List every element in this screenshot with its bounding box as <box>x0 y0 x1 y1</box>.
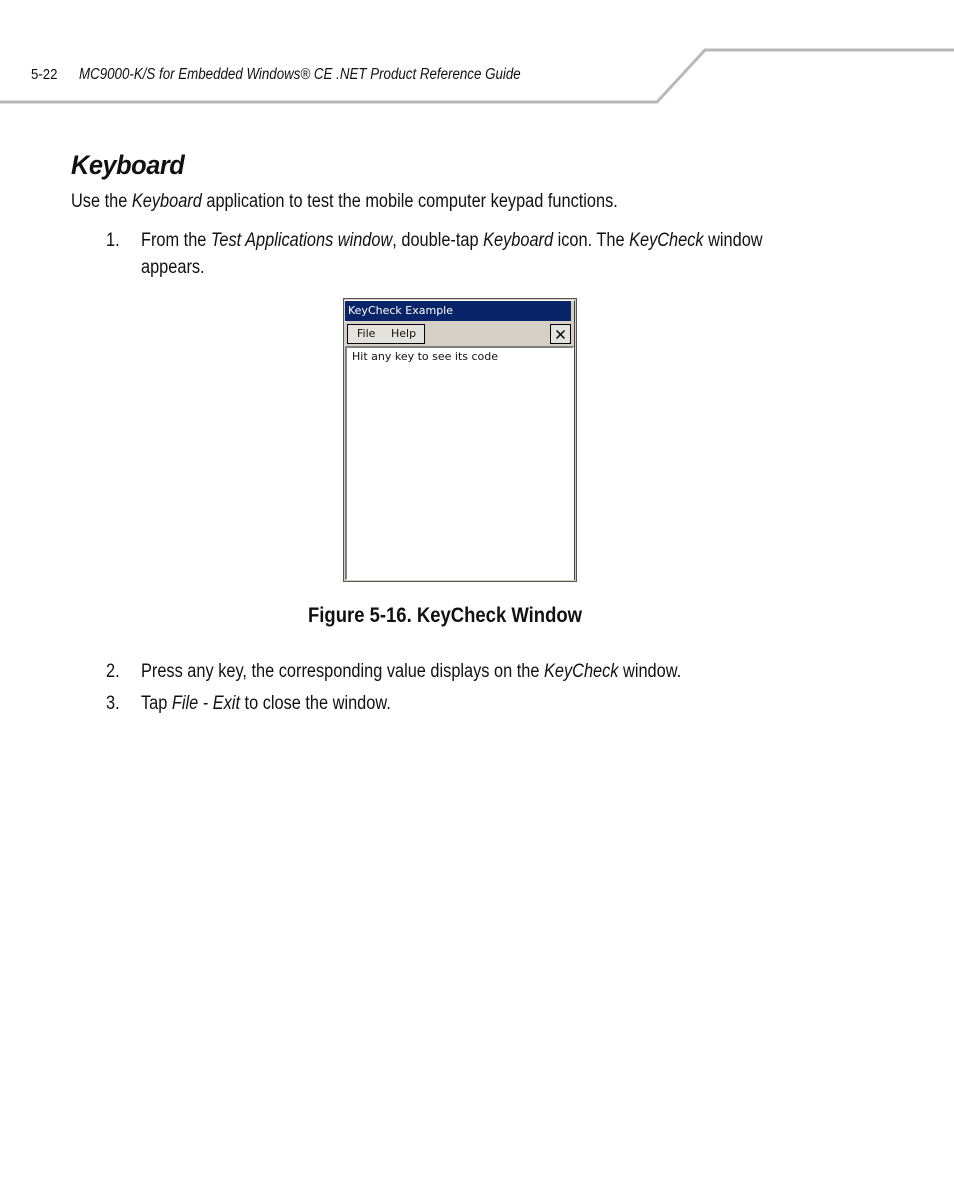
close-icon <box>556 330 565 339</box>
menu-help[interactable]: Help <box>391 327 417 340</box>
window-body-text: Hit any key to see its code <box>352 350 499 363</box>
menu-file[interactable]: File <box>357 327 376 340</box>
step-number: 3. <box>106 693 120 714</box>
step-text: Tap File - Exit to close the window. <box>141 693 391 714</box>
figure-caption: Figure 5-16. KeyCheck Window <box>308 604 583 627</box>
header-doc-title: MC9000-K/S for Embedded Windows® CE .NET Product Reference Guide <box>79 66 521 83</box>
window-menubar <box>345 322 571 345</box>
window-titlebar <box>345 301 571 321</box>
header-page-number: 5-22 <box>31 66 58 83</box>
header-rule <box>0 0 954 110</box>
step-text: Press any key, the corresponding value displays on the KeyCheck window. <box>141 661 682 682</box>
step-text: From the Test Applications window, double-tap Keyboard icon. The KeyCheck window appears. <box>141 230 763 278</box>
section-title: Keyboard <box>71 150 185 180</box>
step-number: 1. <box>106 230 120 251</box>
keycheck-window-screenshot <box>343 298 577 582</box>
step-number: 2. <box>106 661 120 682</box>
intro-paragraph: Use the Keyboard application to test the mobile computer keypad functions. <box>71 191 618 212</box>
menu-group <box>347 324 425 344</box>
close-button[interactable] <box>550 324 571 344</box>
window-title: KeyCheck Example <box>348 304 453 317</box>
window-client-area[interactable] <box>345 346 574 580</box>
